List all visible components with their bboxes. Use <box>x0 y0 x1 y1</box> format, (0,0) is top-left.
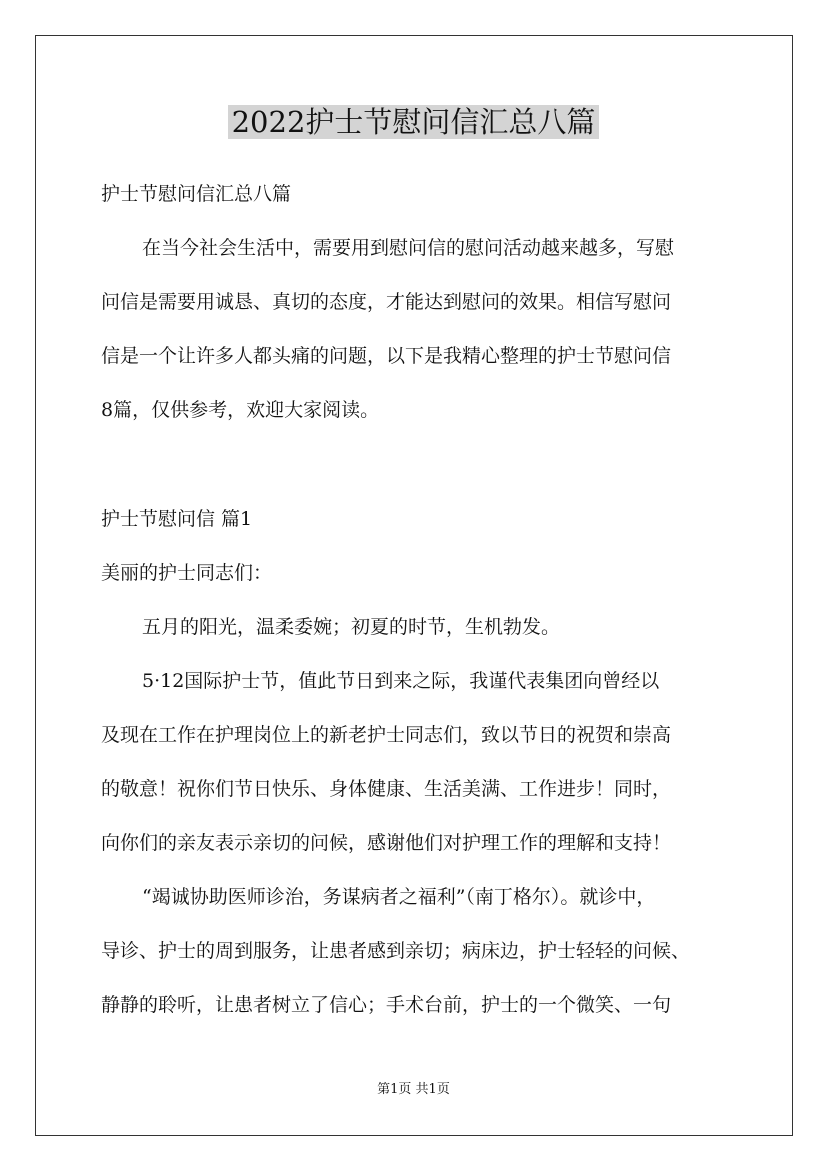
paragraph-line: 8篇，仅供参考，欢迎大家阅读。 <box>101 399 380 421</box>
paragraph-line: 向你们的亲友表示亲切的问候，感谢他们对护理工作的理解和支持！ <box>101 832 672 854</box>
paragraph-line: 5·12国际护士节，值此节日到来之际，我谨代表集团向曾经以 <box>142 670 660 692</box>
paragraph-line: “竭诚协助医师诊治，务谋病者之福利”（南丁格尔）。就诊中， <box>142 886 656 908</box>
section-heading: 护士节慰问信 篇1 <box>101 508 253 530</box>
paragraph-line: 导诊、护士的周到服务，让患者感到亲切；病床边，护士轻轻的问候、 <box>101 940 691 962</box>
paragraph-line: 在当今社会生活中，需要用到慰问信的慰问活动越来越多，写慰 <box>142 237 675 259</box>
paragraph-line: 的敬意！祝你们节日快乐、身体健康、生活美满、工作进步！同时， <box>101 778 672 800</box>
paragraph-line: 问信是需要用诚恳、真切的态度，才能达到慰问的效果。相信写慰问 <box>101 291 672 313</box>
paragraph-line: 五月的阳光，温柔委婉；初夏的时节，生机勃发。 <box>142 616 561 638</box>
paragraph-line: 静静的聆听，让患者树立了信心；手术台前，护士的一个微笑、一句 <box>101 994 672 1016</box>
paragraph-line: 信是一个让许多人都头痛的问题，以下是我精心整理的护士节慰问信 <box>101 345 672 367</box>
paragraph-line: 及现在工作在护理岗位上的新老护士同志们，致以节日的祝贺和崇高 <box>101 724 672 746</box>
document-title: 2022护士节慰问信汇总八篇 <box>0 100 827 144</box>
salutation: 美丽的护士同志们： <box>101 562 273 584</box>
page-footer: 第1页 共1页 <box>377 1082 450 1097</box>
doc-subtitle: 护士节慰问信汇总八篇 <box>101 183 292 205</box>
